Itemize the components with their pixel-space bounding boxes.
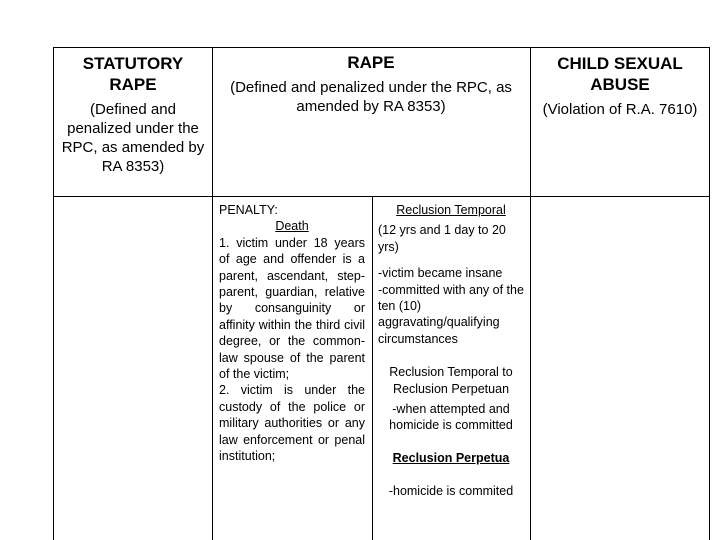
table-top-border xyxy=(53,47,710,48)
header-child-sexual-abuse xyxy=(536,53,704,119)
table-left-border xyxy=(53,47,54,540)
condition-attempted-homicide: -when attempted and homicide is committed xyxy=(389,402,513,433)
header-rape xyxy=(218,52,524,116)
penalty-label: PENALTY: xyxy=(219,203,278,217)
penalty-condition-1: 1. victim under 18 years of age and offender is a parent, ascendant, step-parent, guardian, relative by consanguinity or affinity within the third civil degree, or the common-law spouse of the parent of the victim; xyxy=(219,235,365,382)
header-title: RAPE xyxy=(347,53,395,72)
reclusion-temporal-term: (12 yrs and 1 day to 20 yrs) xyxy=(378,223,506,254)
column-divider-1 xyxy=(212,47,213,540)
header-bottom-border xyxy=(53,196,710,197)
header-subtitle: (Defined and penalized under the RPC, as amended by RA 8353) xyxy=(230,79,512,115)
condition-homicide: -homicide is commited xyxy=(388,484,514,499)
header-statutory-rape xyxy=(59,53,207,176)
condition-aggravating: -committed with any of the ten (10) aggravating/qualifying circumstances xyxy=(378,282,524,346)
rape-reclusion-cell xyxy=(378,202,524,500)
condition-insane: -victim became insane xyxy=(378,266,503,281)
header-title: CHILD SEXUAL ABUSE xyxy=(557,54,683,94)
reclusion-temporal-label: Reclusion Temporal xyxy=(396,203,506,217)
reclusion-temporal-to-perpetua: Reclusion Temporal to Reclusion Perpetuan xyxy=(389,365,513,396)
comparison-table xyxy=(53,47,710,540)
table-right-border xyxy=(709,47,710,540)
rape-penalty-cell xyxy=(219,202,365,465)
rape-subcolumn-divider xyxy=(372,197,373,540)
column-divider-2 xyxy=(530,47,531,540)
header-subtitle: (Violation of R.A. 7610) xyxy=(542,101,698,118)
header-title: STATUTORY RAPE xyxy=(82,54,184,94)
header-subtitle: (Defined and penalized under the RPC, as amended by RA 8353) xyxy=(61,101,205,175)
penalty-condition-2: 2. victim is under the custody of the police or military authorities or any law enforcement or penal institution; xyxy=(219,383,365,464)
reclusion-perpetua-label: Reclusion Perpetua xyxy=(392,450,510,465)
death-penalty-label: Death xyxy=(275,219,309,234)
